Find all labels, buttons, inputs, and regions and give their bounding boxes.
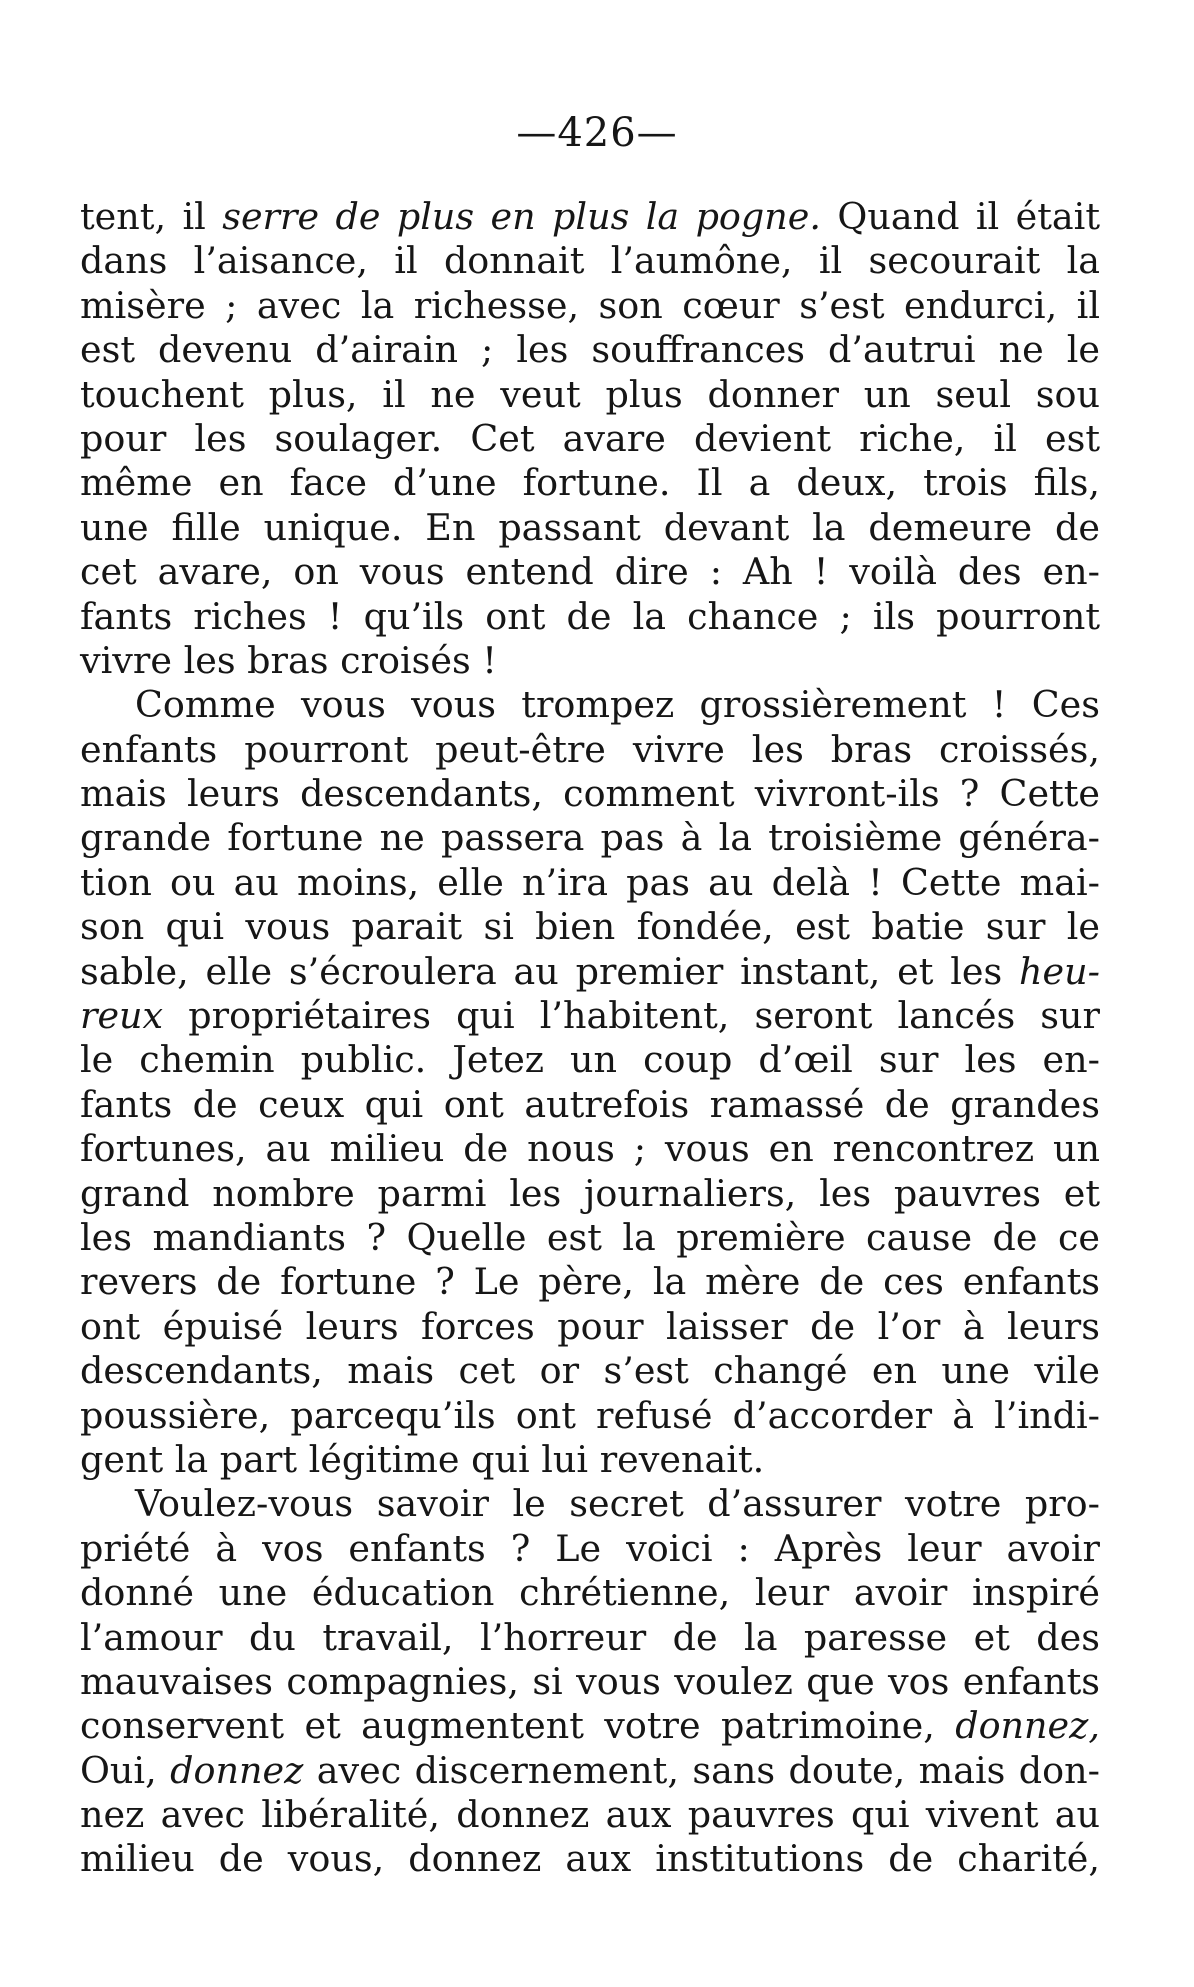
text-line [80,1216,1100,1260]
text-segment: dans l’aisance, il donnait l’aumône, il secourait la [80,239,1100,283]
italic-text: reux [80,994,164,1038]
text-segment: misère ; avec la richesse, son cœur s’est endurci, il [80,283,1100,327]
text-segment: priété à vos enfants ? Le voici : Après leur avoir [80,1526,1100,1570]
text-segment: nez avec libéralité, donnez aux pauvres qui vivent au [80,1793,1100,1837]
text-segment: tion ou au moins, elle n’ira pas au delà ! Cette mai- [80,860,1100,904]
text-line [80,772,1100,816]
text-segment: Comme vous vous trompez grossièrement ! Ces [135,683,1100,727]
text-line [80,373,1100,417]
text-line [80,417,1100,461]
text-line [80,284,1100,328]
text-segment: tent, il [80,195,223,238]
text-line [80,1127,1100,1171]
text-line [80,994,1100,1038]
text-line [80,1793,1100,1837]
italic-text: serre de plus en plus la pogne. [222,195,821,238]
text-line [80,1527,1100,1571]
text-line [80,1704,1100,1748]
text-segment: mauvaises compagnies, si vous voulez que vos enfants [80,1659,1100,1703]
text-segment: grande fortune ne passera pas à la troisième généra- [80,816,1100,860]
text-segment: sable, elle s’écroulera au premier instant, et les [80,949,1020,993]
text-segment: poussière, parcequ’ils ont refusé d’accorder à l’indi- [80,1393,1100,1437]
text-segment: gent la part légitime qui lui revenait. [80,1437,765,1481]
text-line [80,1260,1100,1304]
text-line [80,950,1100,994]
text-segment: donné une éducation chrétienne, leur avoir inspiré [80,1571,1100,1615]
text-line [80,816,1100,860]
text-line [80,461,1100,505]
text-segment: descendants, mais cet or s’est changé en une vile [80,1349,1100,1393]
italic-text: heu- [1019,949,1100,993]
page-number: —426— [516,110,678,156]
text-segment: milieu de vous, donnez aux institutions de charité, [80,1837,1100,1881]
text-line [80,595,1100,639]
text-line [80,1083,1100,1127]
text-segment: Quand il était [820,195,1100,238]
text-line [80,728,1100,772]
text-segment: propriétaires qui l’habitent, seront lancés sur [163,994,1100,1038]
text-segment: Voulez-vous savoir le secret d’assurer votre pro- [135,1482,1100,1526]
text-segment: l’amour du travail, l’horreur de la paresse et des [80,1615,1100,1659]
text-line [80,1571,1100,1615]
text-segment: ont épuisé leurs forces pour laisser de l’or à leurs [80,1304,1100,1348]
text-line [80,1305,1100,1349]
text-line [80,1349,1100,1393]
text-line [80,1394,1100,1438]
text-line [80,639,1100,683]
text-segment: grand nombre parmi les journaliers, les pauvres et [80,1171,1100,1215]
italic-text: donnez [170,1748,304,1792]
text-segment: est devenu d’airain ; les souffrances d’autrui ne le [80,328,1100,372]
text-segment: Oui, [80,1748,171,1792]
text-line [80,1172,1100,1216]
text-line [80,550,1100,594]
text-segment: les mandiants ? Quelle est la première cause de ce [80,1215,1100,1259]
text-line [80,1482,1100,1526]
text-line [80,1616,1100,1660]
text-segment: enfants pourront peut-être vivre les bras croissés, [80,727,1100,771]
text-segment: pour les soulager. Cet avare devient riche, il est [80,416,1100,460]
text-segment: vivre les bras croisés ! [80,638,497,682]
text-segment: mais leurs descendants, comment vivront-ils ? Cette [80,772,1100,816]
text-segment: même en face d’une fortune. Il a deux, trois fils, [80,461,1100,505]
text-segment: conservent et augmentent votre patrimoine, [80,1704,956,1748]
text-line [80,195,1100,239]
text-line [80,239,1100,283]
text-segment: une fille unique. En passant devant la demeure de [80,505,1100,549]
text-segment: fants de ceux qui ont autrefois ramassé de grandes [80,1082,1100,1126]
text-segment: son qui vous parait si bien fondée, est batie sur le [80,905,1100,949]
text-segment: touchent plus, il ne veut plus donner un seul sou [80,372,1100,416]
text-segment: fortunes, au milieu de nous ; vous en rencontrez un [80,1127,1100,1171]
text-line [80,683,1100,727]
text-segment: fants riches ! qu’ils ont de la chance ; ils pourront [80,594,1100,638]
text-line [80,905,1100,949]
text-segment: avec discernement, sans doute, mais don- [303,1748,1100,1792]
text-line [80,506,1100,550]
text-line [80,1038,1100,1082]
text-segment: cet avare, on vous entend dire : Ah ! voilà des en- [80,550,1100,594]
text-line [80,1438,1100,1482]
text-line [80,861,1100,905]
text-segment: le chemin public. Jetez un coup d’œil sur les en- [80,1038,1100,1082]
text-segment: revers de fortune ? Le père, la mère de ces enfants [80,1260,1100,1304]
body-text [80,195,1100,1882]
italic-text: donnez, [955,1704,1100,1748]
text-line [80,328,1100,372]
text-line [80,1749,1100,1793]
text-line [80,1837,1100,1881]
text-line [80,1660,1100,1704]
